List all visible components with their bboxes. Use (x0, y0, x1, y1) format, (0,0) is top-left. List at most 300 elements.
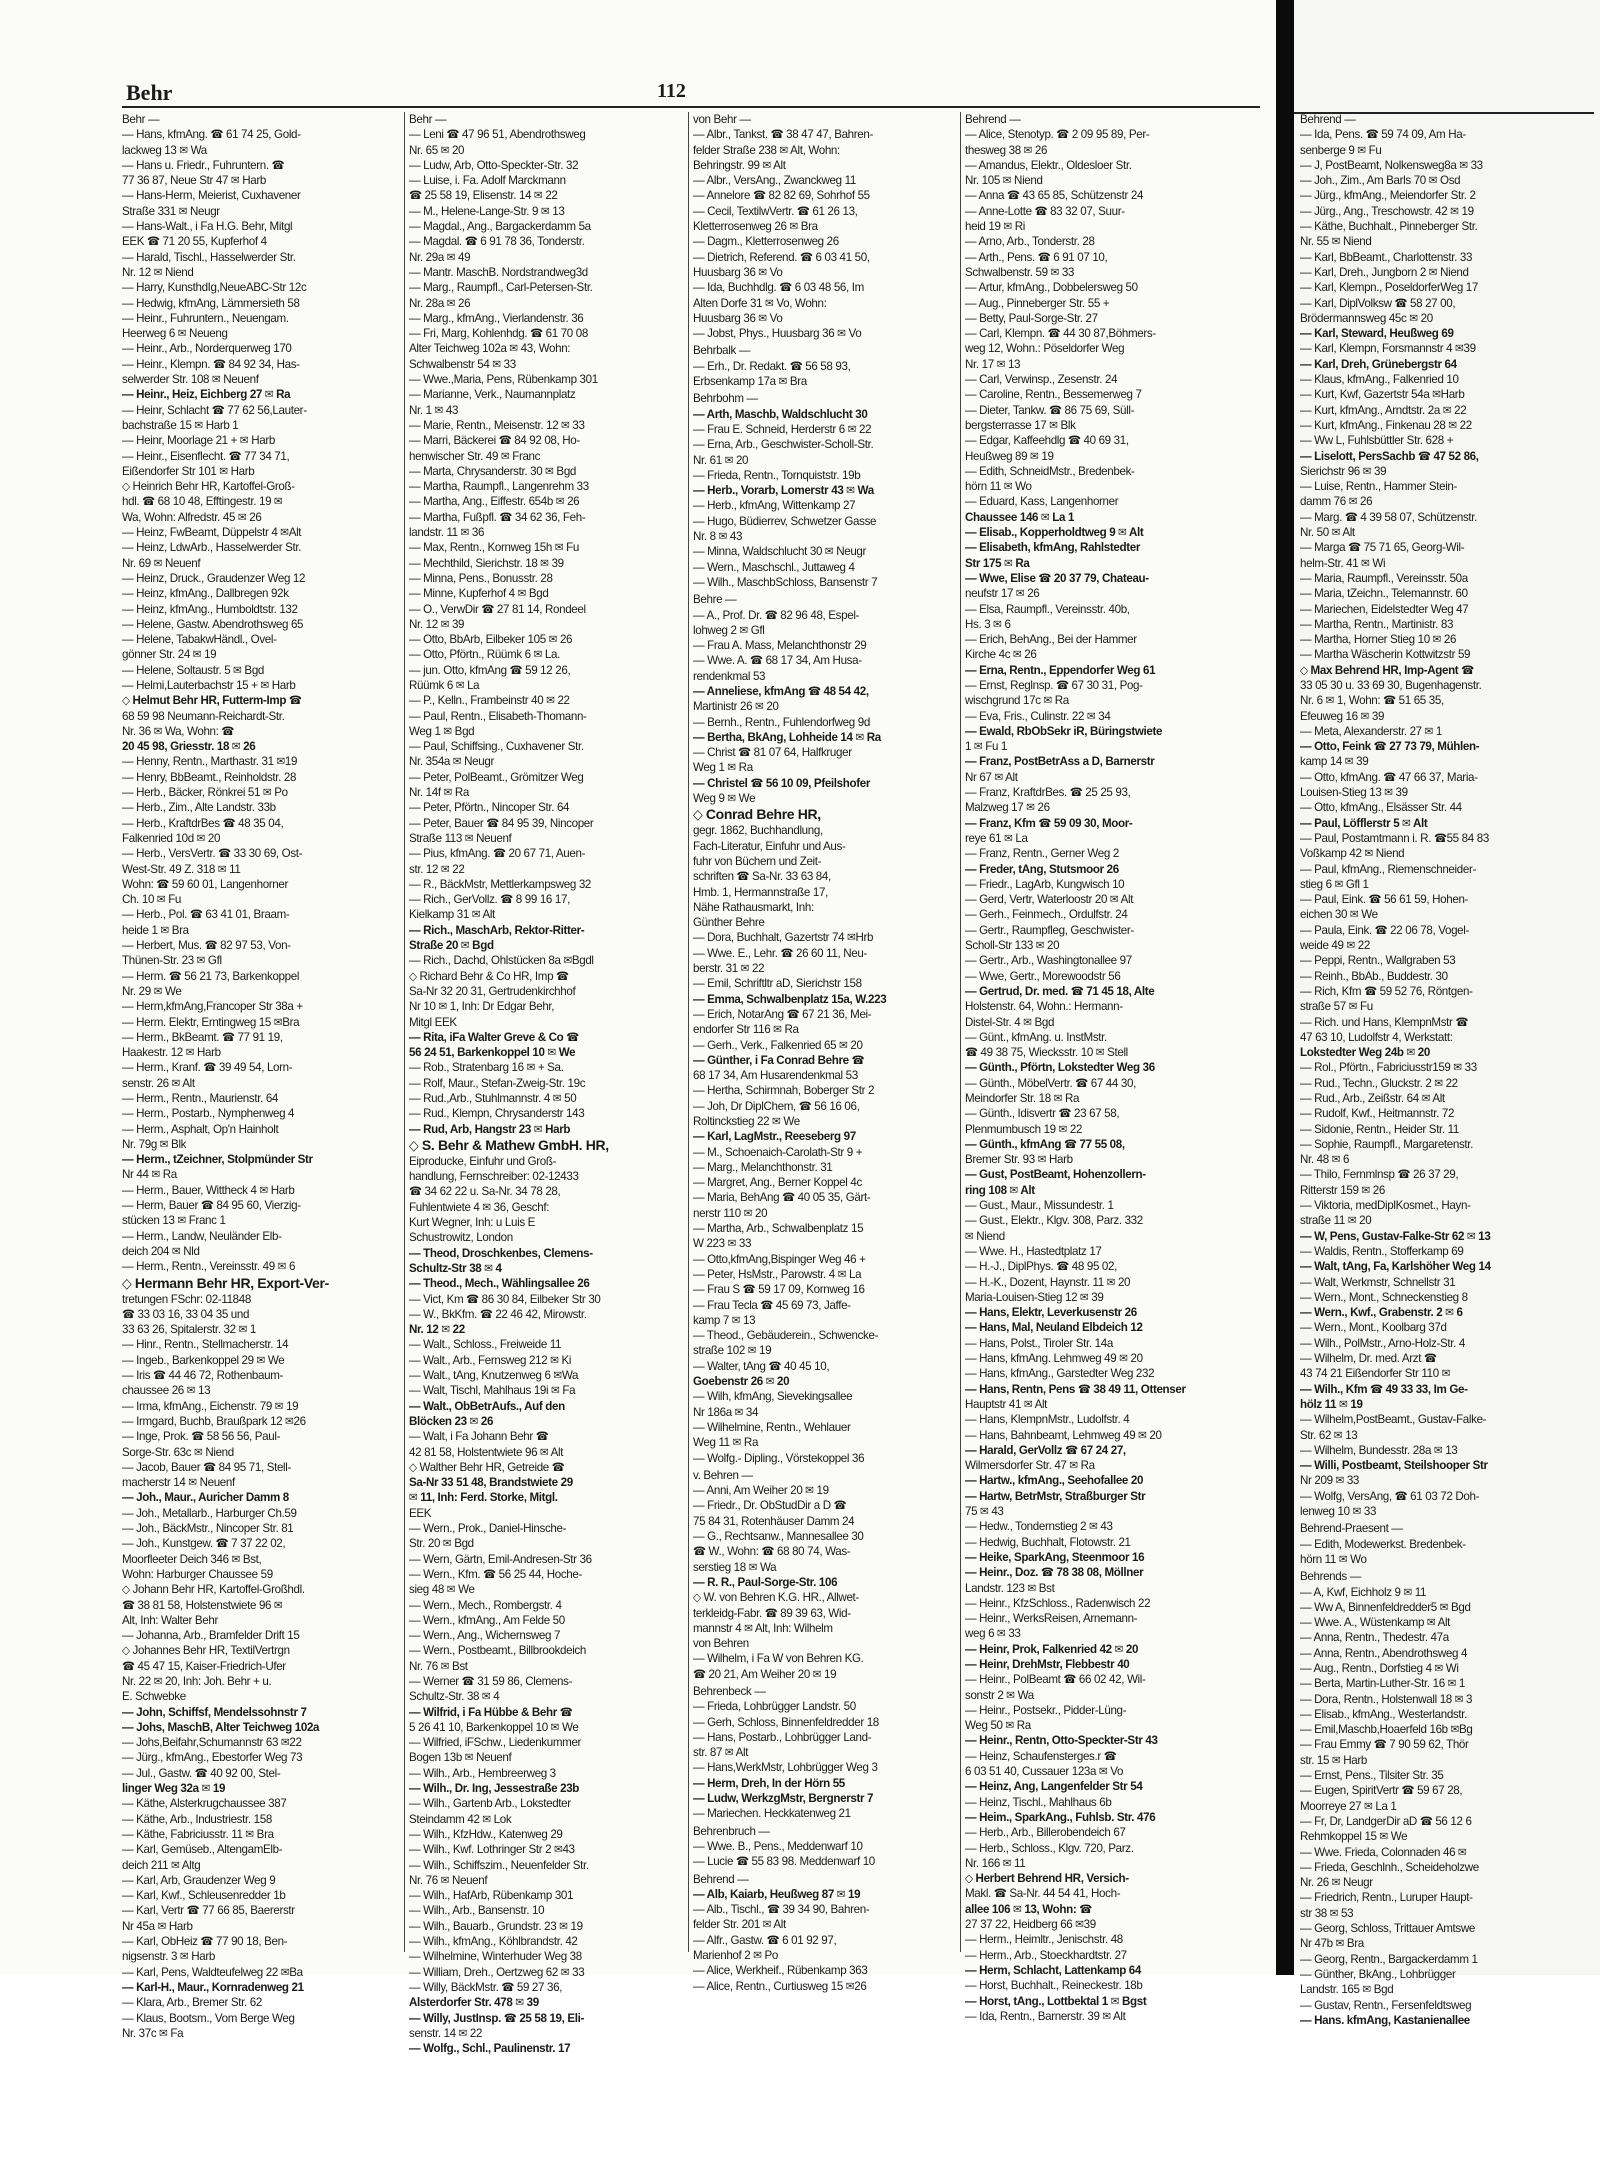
directory-entry: — Hans, Mal, Neuland Elbdeich 12 (965, 1321, 1143, 1335)
directory-entry: — Joh., Metallarb., Harburger Ch.59 (122, 1506, 297, 1520)
directory-entry: — Heinr, DrehMstr, Flebbestr 40 (965, 1657, 1130, 1671)
directory-entry: Nr. 26 ✉ Neugr (1300, 1876, 1373, 1890)
directory-entry: Efeuweg 16 ✉ 39 (1300, 709, 1385, 723)
directory-entry: tretungen FSchr: 02-11848 (122, 1292, 251, 1306)
directory-entry: Nr 186a ✉ 34 (693, 1405, 759, 1419)
directory-entry: — Wilh., Arb., Hembreerweg 3 (409, 1766, 556, 1780)
directory-entry: — Georg, Schloss, Trittauer Amtswe (1300, 1922, 1475, 1936)
directory-entry: — Theod, Droschkenbes, Clemens- (409, 1246, 593, 1260)
directory-entry: 75 84 31, Rotenhäuser Damm 24 (693, 1514, 855, 1528)
directory-entry: — Albr., Tankst. ☎ 38 47 47, Bahren- (693, 128, 873, 142)
directory-entry: Nr. 22 ✉ 20, Inh: Joh. Behr + u. (122, 1674, 272, 1688)
directory-entry: fuhr von Büchern und Zeit- (693, 854, 822, 868)
directory-entry: Straße 20 ✉ Bgd (409, 939, 494, 953)
directory-entry: str. 15 ✉ Harb (1300, 1753, 1367, 1767)
directory-entry: — Wern., Kwf., Grabenstr. 2 ✉ 6 (1300, 1306, 1463, 1320)
directory-entry: sieg 48 ✉ We (409, 1583, 475, 1597)
directory-entry: — Ida, Pens. ☎ 59 74 09, Am Ha- (1300, 128, 1466, 142)
directory-entry: — A, Kwf, Eichholz 9 ✉ 11 (1300, 1585, 1427, 1599)
directory-entry: Schultz-Str. 38 ✉ 4 (409, 1690, 500, 1704)
directory-entry: — M., Schoenaich-Carolath-Str 9 + (693, 1145, 863, 1159)
directory-entry: ◇ Richard Behr & Co HR, Imp ☎ (409, 969, 569, 983)
directory-entry: — Hans, kfmAng. Lehmweg 49 ✉ 20 (965, 1352, 1143, 1366)
directory-entry: — Hertha, Schirmnah, Boberger Str 2 (693, 1084, 875, 1098)
directory-entry: — Wern., Mont., Schneckenstieg 8 (1300, 1290, 1468, 1304)
directory-entry: Kletterrosenweg 26 ✉ Bra (693, 220, 818, 234)
directory-entry: endorfer Str 116 ✉ Ra (693, 1023, 799, 1037)
directory-entry: — Käthe, Fabriciusstr. 11 ✉ Bra (122, 1827, 274, 1841)
directory-entry: — Gertr., Arb., Washingtonallee 97 (965, 954, 1132, 968)
directory-entry: — Wwe. B., Pens., Meddenwarf 10 (693, 1839, 863, 1853)
directory-entry: — Heinr, Schlacht ☎ 77 62 56,Lauter- (122, 403, 307, 417)
running-head-keyword: Behr (126, 80, 173, 105)
directory-entry: — Wwe. Frieda, Colonnaden 46 ✉ (1300, 1845, 1467, 1859)
directory-entry: — Heinr., Arb., Norderquerweg 170 (122, 342, 292, 356)
directory-entry: — Luise, Rentn., Hammer Stein- (1300, 480, 1458, 494)
section-heading: Behrbohm — (693, 392, 758, 406)
directory-entry: Rüümk 6 ✉ La (409, 678, 480, 692)
directory-entry: macherstr 14 ✉ Neuenf (122, 1476, 235, 1490)
directory-entry: — Günth., Pförtn, Lokstedter Weg 36 (965, 1061, 1155, 1075)
directory-entry: — Waldis, Rentn., Stofferkamp 69 (1300, 1244, 1464, 1258)
directory-entry: — Heinr., PolBeamt ☎ 66 02 42, Wil- (965, 1673, 1146, 1687)
directory-entry: — Herm., Postarb., Nymphenweg 4 (122, 1107, 295, 1121)
directory-entry: — Arth., Pens. ☎ 6 91 07 10, (965, 250, 1108, 264)
directory-entry: Nr 67 ✉ Alt (965, 770, 1018, 784)
directory-entry: — Marie, Rentn., Meisenstr. 12 ✉ 33 (409, 418, 585, 432)
directory-entry: — Aug., Pinneberger Str. 55 + (965, 296, 1110, 310)
directory-entry: — Albr., VersAng., Zwanckweg 11 (693, 174, 856, 188)
directory-entry: Plenmumbusch 19 ✉ 22 (965, 1122, 1083, 1136)
directory-entry: Nr. 12 ✉ Niend (122, 265, 194, 279)
section-heading: v. Behren — (693, 1468, 753, 1482)
directory-entry: Nr. 69 ✉ Neuenf (122, 556, 201, 570)
directory-entry: Hauptstr 41 ✉ Alt (965, 1397, 1048, 1411)
directory-entry: — Rich., GerVollz. ☎ 8 99 16 17, (409, 893, 570, 907)
directory-entry: — Ernst, Pens., Tilsiter Str. 35 (1300, 1769, 1444, 1783)
directory-entry: — Alice, Stenotyp. ☎ 2 09 95 89, Per- (965, 128, 1150, 142)
directory-entry: — Paul, Rentn., Elisabeth-Thomann- (409, 709, 587, 723)
directory-entry: Günther Behre (693, 916, 765, 930)
directory-entry: — Wilh., HafArb, Rübenkamp 301 (409, 1889, 574, 1903)
directory-entry: Nr. 37c ✉ Fa (122, 2026, 184, 2040)
directory-entry: — Paul, Schiffsing., Cuxhavener Str. (409, 740, 584, 754)
directory-entry: Roltinckstieg 22 ✉ We (693, 1115, 800, 1128)
directory-entry: Kielkamp 31 ✉ Alt (409, 908, 495, 922)
directory-entry: allee 106 ✉ 13, Wohn: ☎ (965, 1902, 1092, 1916)
directory-entry: — Joh., Zim., Am Barls 70 ✉ Osd (1300, 174, 1461, 188)
directory-entry: — Frau S ☎ 59 17 09, Kornweg 16 (693, 1283, 865, 1297)
directory-entry: — Annelore ☎ 82 82 69, Sohrhof 55 (693, 189, 870, 203)
directory-entry: — Emma, Schwalbenplatz 15a, W.223 (693, 992, 887, 1006)
directory-entry: 43 74 21 Eißendorfer Str 110 ✉ (1300, 1367, 1451, 1381)
directory-entry: — Frieda, Geschlnh., Scheideholzwe (1300, 1860, 1479, 1874)
directory-entry: serstieg 18 ✉ Wa (693, 1560, 777, 1574)
directory-entry: mannstr 4 ✉ Alt, Inh: Wilhelm (693, 1621, 833, 1635)
directory-entry: Nr. 48 ✉ 6 (1300, 1153, 1350, 1167)
directory-entry: — Alice, Rentn., Curtiusweg 15 ✉26 (693, 1979, 867, 1993)
directory-entry: — Günt., kfmAng. u. InstMstr. (965, 1030, 1107, 1044)
directory-entry: — Hans, Postarb., Lohbrügger Land- (693, 1730, 872, 1744)
directory-entry: — P., Kelln., Frambeinstr 40 ✉ 22 (409, 694, 570, 708)
directory-entry: henwischer Str. 49 ✉ Franc (409, 449, 541, 463)
directory-entry: — O., VerwDir ☎ 27 81 14, Rondeel (409, 602, 586, 616)
directory-entry: — Heinr., Eisenflecht. ☎ 77 34 71, (122, 449, 290, 463)
directory-entry: felder Str. 201 ✉ Alt (693, 1918, 786, 1932)
directory-entry: — Herm., Heimltr., Jenischstr. 48 (965, 1933, 1123, 1947)
directory-entry: Alter Teichweg 102a ✉ 43, Wohn: (409, 342, 571, 356)
directory-entry: lenweg 10 ✉ 33 (1300, 1505, 1377, 1519)
directory-entry: — Martha, Arb., Schwalbenplatz 15 (693, 1222, 864, 1236)
directory-entry: — Käthe, Arb., Industriestr. 158 (122, 1812, 272, 1826)
directory-entry: helm-Str. 41 ✉ Wi (1300, 556, 1386, 570)
directory-entry: straße 57 ✉ Fu (1300, 1000, 1373, 1014)
directory-entry: — Joh., BäckMstr., Nincoper Str. 81 (122, 1522, 294, 1536)
directory-entry: 75 ✉ 43 (965, 1505, 1004, 1519)
directory-entry: — Paul, Postamtmann i. R. ☎55 84 83 (1300, 831, 1489, 845)
directory-entry: — Herb., VersVertr. ☎ 33 30 69, Ost- (122, 847, 303, 861)
directory-entry: EEK ☎ 71 20 55, Kupferhof 4 (122, 235, 267, 249)
directory-entry: — Hans-Herm, Meierist, Cuxhavener (122, 189, 301, 203)
directory-entry: — Martha, Fußpfl. ☎ 34 62 36, Feh- (409, 510, 586, 524)
directory-entry: ☎ 34 62 22 u. Sa-Nr. 34 78 28, (409, 1185, 561, 1199)
directory-entry: — Rolf, Maur., Stefan-Zweig-Str. 19c (409, 1076, 586, 1090)
directory-entry: — Martha, Ang., Eiffestr. 654b ✉ 26 (409, 495, 580, 509)
directory-entry: — Caroline, Rentn., Bessemerweg 7 (965, 388, 1142, 402)
directory-entry: — Helmi,Lauterbachstr 15 + ✉ Harb (122, 678, 296, 692)
directory-entry: — Alfr., Gastw. ☎ 6 01 92 97, (693, 1933, 837, 1947)
directory-entry: schriften ☎ Sa-Nr. 33 63 84, (693, 870, 831, 884)
directory-entry: Str 175 ✉ Ra (965, 556, 1030, 570)
directory-entry: — Heinz, LdwArb., Hasselwerder Str. (122, 541, 302, 555)
directory-entry: — Marg., Melanchthonstr. 31 (693, 1160, 833, 1174)
directory-entry: straße 102 ✉ 19 (693, 1344, 772, 1358)
directory-entry: lohweg 2 ✉ Gfl (693, 623, 765, 637)
directory-entry: Steindamm 42 ✉ Lok (409, 1812, 512, 1826)
directory-entry: — Jobst, Phys., Huusbarg 36 ✉ Vo (693, 327, 862, 341)
directory-entry: Nr. 29a ✉ 49 (409, 250, 471, 264)
directory-entry: — Wilh., Arb., Bansenstr. 10 (409, 1904, 545, 1918)
directory-entry: — Karl, BbBeamt., Charlottenstr. 33 (1300, 250, 1473, 264)
directory-entry: deich 204 ✉ Nld (122, 1244, 200, 1258)
directory-entry: — John, Schiffsf, Mendelssohnstr 7 (122, 1705, 307, 1719)
directory-entry: Ch. 10 ✉ Fu (122, 893, 182, 907)
directory-entry: Voßkamp 42 ✉ Niend (1300, 847, 1405, 861)
directory-entry: — Dietrich, Referend. ☎ 6 03 41 50, (693, 250, 870, 264)
directory-entry: — Helene, Soltaustr. 5 ✉ Bgd (122, 663, 265, 677)
directory-entry: — Paul, Löfflerstr 5 ✉ Alt (1300, 816, 1428, 830)
directory-entry: neufstr 17 ✉ 26 (965, 587, 1040, 601)
directory-entry: — Kurt, Kwf, Gazertstr 54a ✉Harb (1300, 388, 1465, 402)
directory-entry: — Martha Wäscherin Kottwitzstr 59 (1300, 648, 1471, 662)
directory-entry: — Günther, i Fa Conrad Behre ☎ (693, 1053, 865, 1067)
directory-entry: Nr 44 ✉ Ra (122, 1168, 177, 1182)
directory-entry: — Christ ☎ 81 07 64, Halfkruger (693, 746, 852, 760)
directory-entry: — Minne, Kupferhof 4 ✉ Bgd (409, 587, 549, 601)
directory-entry: — Walter, tAng ☎ 40 45 10, (693, 1359, 830, 1373)
directory-entry: Maria-Louisen-Stieg 12 ✉ 39 (965, 1290, 1104, 1304)
directory-entry: nigsenstr. 3 ✉ Harb (122, 1950, 215, 1964)
directory-entry: rendenkmal 53 (693, 669, 766, 683)
directory-entry: — Heinr, Moorlage 21 + ✉ Harb (122, 434, 275, 448)
directory-entry: — Wilhelmine, Rentn., Wehlauer (693, 1420, 851, 1434)
directory-entry: Nr. 29 ✉ We (122, 984, 182, 998)
directory-entry: — Wern., Postbeamt., Billbrookdeich (409, 1644, 586, 1658)
directory-entry: — Irmgard, Buchb, Braußpark 12 ✉26 (122, 1414, 306, 1428)
directory-entry: — Käthe, Buchhalt., Pinneberger Str. (1300, 220, 1478, 234)
section-heading: Behrend-Praesent — (1300, 1522, 1403, 1536)
directory-entry: Nr. 354a ✉ Neugr (409, 755, 494, 769)
directory-entry: — Wilh., Bauarb., Grundstr. 23 ✉ 19 (409, 1919, 583, 1933)
directory-entry: — Betty, Paul-Sorge-Str. 27 (965, 311, 1098, 325)
directory-entry: — Friedr., Dr. ObStudDir a D ☎ (693, 1499, 847, 1513)
directory-entry: — Heinz, kfmAng., Dallbregen 92k (122, 587, 289, 601)
directory-entry: — Helene, TabakwHändl., Ovel- (122, 633, 277, 647)
directory-entry: stieg 6 ✉ Gfl 1 (1300, 877, 1369, 891)
directory-entry: — Gustav, Rentn., Fersenfeldtsweg (1300, 1998, 1472, 2012)
directory-entry: Alt, Inh: Walter Behr (122, 1613, 218, 1627)
directory-entry: — Heinr., WerksReisen, Arnemann- (965, 1612, 1138, 1626)
directory-entry: — Wilh., Dr. Ing, Jessestraße 23b (409, 1782, 580, 1796)
directory-entry: Brödermannsweg 45c ✉ 20 (1300, 311, 1433, 325)
directory-entry: — Peter, Pförtn., Nincoper Str. 64 (409, 801, 570, 815)
directory-entry: wischgrund 17c ✉ Ra (965, 694, 1069, 708)
directory-entry: Nr 10 ✉ 1, Inh: Dr Edgar Behr, (409, 1000, 555, 1014)
directory-entry: — Heinr, Prok, Falkenried 42 ✉ 20 (965, 1642, 1139, 1656)
directory-entry: ☎ W., Wohn: ☎ 68 80 74, Was- (693, 1545, 851, 1559)
directory-entry: — Iris ☎ 44 46 72, Rothenbaum- (122, 1369, 284, 1383)
directory-entry: — Horst, tAng., Lottbektal 1 ✉ Bgst (965, 1994, 1147, 2008)
directory-column-1 (122, 112, 400, 2040)
directory-entry: — Frau E. Schneid, Herderstr 6 ✉ 22 (693, 422, 872, 436)
directory-entry: landstr. 11 ✉ 36 (409, 526, 485, 540)
directory-entry: — Karl, Steward, Heußweg 69 (1300, 327, 1454, 341)
directory-entry: Falkenried 10d ✉ 20 (122, 831, 221, 845)
directory-entry: — Joh, Dr DiplChem, ☎ 56 16 06, (693, 1099, 860, 1113)
directory-entry: — Otto,kfmAng,Bispinger Weg 46 + (693, 1252, 866, 1266)
directory-entry: — Heike, SparkAng, Steenmoor 16 (965, 1550, 1145, 1564)
directory-entry: — Wern., Prok., Daniel-Hinsche- (409, 1522, 567, 1536)
directory-entry: — Max, Rentn., Kornweg 15h ✉ Fu (409, 541, 579, 555)
directory-entry: — Eugen, SpiritVertr ☎ 59 67 28, (1300, 1784, 1463, 1798)
directory-entry: — Wilh., Kwf. Lothringer Str 2 ✉43 (409, 1843, 575, 1857)
directory-entry: Nr. 76 ✉ Neuenf (409, 1873, 488, 1887)
directory-entry: — Hans, kfmAng., Garstedter Weg 232 (965, 1367, 1155, 1381)
directory-entry: — Wwe, Elise ☎ 20 37 79, Chateau- (965, 571, 1149, 585)
directory-entry: — Maria, tZeichn., Telemannstr. 60 (1300, 587, 1468, 601)
directory-entry: — Rich., MaschArb, Rektor-Ritter- (409, 923, 585, 937)
directory-entry: Huusbarg 36 ✉ Vo (693, 311, 783, 325)
directory-entry: — Günth., Idisvertr ☎ 23 67 58, (965, 1107, 1120, 1121)
directory-entry: nerstr 110 ✉ 20 (693, 1206, 768, 1220)
directory-entry: — Wilfrid, i Fa Hübbe & Behr ☎ (409, 1705, 573, 1719)
directory-entry: — Wilh., Schiffszim., Neuenfelder Str. (409, 1858, 589, 1872)
directory-entry: — Rudolf, Kwf., Heitmannstr. 72 (1300, 1107, 1455, 1121)
directory-entry: Fuhlentwiete 4 ✉ 36, Geschf: (409, 1200, 550, 1214)
directory-entry: Nr. 12 ✉ 39 (409, 617, 465, 631)
directory-entry: — Gerh, Schloss, Binnenfeldredder 18 (693, 1715, 879, 1729)
directory-entry: — Herb., Pol. ☎ 63 41 01, Braam- (122, 908, 290, 922)
directory-entry: — Rud.,Arb., Stuhlmannstr. 4 ✉ 50 (409, 1092, 577, 1105)
directory-entry: — Herm., Bauer, Wittheck 4 ✉ Harb (122, 1183, 295, 1197)
directory-entry: linger Weg 32a ✉ 19 (122, 1782, 226, 1796)
directory-entry: ☎ 49 38 75, Wiecksstr. 10 ✉ Stell (965, 1046, 1128, 1060)
directory-entry: — Heinz, kfmAng., Humboldtstr. 132 (122, 602, 298, 616)
directory-entry: — Frieda, Lohbrügger Landstr. 50 (693, 1700, 856, 1714)
directory-entry: ◇ Johann Behr HR, Kartoffel-Großhdl. (122, 1583, 305, 1597)
directory-entry: — Hedwig, kfmAng, Lämmersieth 58 (122, 296, 300, 310)
directory-entry: — Willi, Postbeamt, Steilshooper Str (1300, 1459, 1488, 1473)
directory-entry: — Karl-H., Maur., Kornradenweg 21 (122, 1980, 304, 1994)
directory-entry: Wilmersdorfer Str. 47 ✉ Ra (965, 1459, 1095, 1473)
directory-entry: — Alb, Kaiarb, Heußweg 87 ✉ 19 (693, 1887, 861, 1901)
directory-entry: — Willy, JustInsp. ☎ 25 58 19, Eli- (409, 2011, 585, 2025)
directory-entry: — Viktoria, medDiplKosmet., Hayn- (1300, 1199, 1471, 1213)
directory-entry: — Aug., Rentn., Dorfstieg 4 ✉ Wi (1300, 1661, 1459, 1675)
directory-entry: — Ludw, Arb, Otto-Speckter-Str. 32 (409, 158, 579, 172)
directory-entry: — Joh., Maur., Auricher Damm 8 (122, 1491, 289, 1505)
directory-entry: ◇ Conrad Behre HR, (693, 806, 821, 823)
directory-column-2 (404, 112, 689, 2056)
directory-entry: — Paul, kfmAng., Riemenschneider- (1300, 862, 1476, 876)
directory-entry: — Hans, Elektr, Leverkusenstr 26 (965, 1306, 1137, 1320)
directory-entry: Alsterdorfer Str. 478 ✉ 39 (409, 1996, 539, 2010)
directory-entry: — Karl, Dreh., Jungborn 2 ✉ Niend (1300, 265, 1469, 279)
directory-entry: — Herm., tZeichner, Stolpmünder Str (122, 1153, 313, 1167)
directory-entry: — Herb., Zim., Alte Landstr. 33b (122, 801, 276, 815)
directory-entry: — Wolfg, VersAng, ☎ 61 03 72 Doh- (1300, 1489, 1480, 1503)
directory-entry: — Rich, Kfm ☎ 59 52 76, Röntgen- (1300, 984, 1473, 998)
directory-entry: Alten Dorfe 31 ✉ Vo, Wohn: (693, 296, 827, 310)
directory-entry: — Ingeb., Barkenkoppel 29 ✉ We (122, 1353, 285, 1367)
directory-entry: 42 81 58, Holstentwiete 96 ✉ Alt (409, 1445, 564, 1459)
directory-entry: — Walt., tAng, Knutzenweg 6 ✉Wa (409, 1369, 579, 1383)
directory-entry: Nr. 50 ✉ Alt (1300, 526, 1355, 540)
directory-entry: — Otto, BbArb, Eilbeker 105 ✉ 26 (409, 633, 573, 647)
directory-entry: — Walt, Tischl, Mahlhaus 19i ✉ Fa (409, 1384, 576, 1398)
directory-entry: Sa-Nr 33 51 48, Brandstwiete 29 (409, 1476, 573, 1490)
directory-entry: — Maria, BehAng ☎ 40 05 35, Gärt- (693, 1191, 871, 1205)
directory-entry: — Walt., Arb., Fernsweg 212 ✉ Ki (409, 1353, 572, 1367)
directory-entry: — Karl, Pens, Waldteufelweg 22 ✉Ba (122, 1965, 303, 1979)
directory-entry: — Hans-Walt., i Fa H.G. Behr, Mitgl (122, 220, 293, 234)
directory-entry: Nr 47b ✉ Bra (1300, 1937, 1364, 1951)
directory-entry: — Fr, Dr, LandgerDir aD ☎ 56 12 6 (1300, 1814, 1472, 1828)
directory-entry: — Walt, tAng, Fa, Karlshöher Weg 14 (1300, 1260, 1491, 1274)
directory-entry: Nähe Rathausmarkt, Inh: (693, 900, 814, 914)
directory-entry: — Wern., Kfm. ☎ 56 25 44, Hoche- (409, 1567, 582, 1581)
directory-entry: — Herbert, Mus. ☎ 82 97 53, Von- (122, 939, 291, 953)
directory-entry: — Magdal. ☎ 6 91 78 36, Tonderstr. (409, 235, 585, 249)
directory-entry: — Georg, Rentn., Bargackerdamm 1 (1300, 1952, 1478, 1966)
directory-entry: — Johs, MaschB, Alter Teichweg 102a (122, 1720, 320, 1734)
directory-entry: — Edgar, Kaffeehdlg ☎ 40 69 31, (965, 434, 1129, 448)
directory-entry: — Jürg., Ang., Treschowstr. 42 ✉ 19 (1300, 204, 1474, 218)
directory-entry: — Emil, Schriftltr aD, Sierichstr 158 (693, 977, 862, 991)
directory-entry: — Rol., Pförtn., Fabriciusstr159 ✉ 33 (1300, 1061, 1477, 1075)
directory-entry: 6 03 51 40, Cussauer 123a ✉ Vo (965, 1765, 1124, 1779)
directory-entry: — Ernst, Reglnsp. ☎ 67 30 31, Pog- (965, 678, 1143, 692)
directory-entry: — Karl, Klempn, Forsmannstr 4 ✉39 (1300, 342, 1476, 356)
directory-entry: — Arno, Arb., Tonderstr. 28 (965, 235, 1095, 249)
directory-entry: — Heinr., Doz. ☎ 78 38 08, Möllner (965, 1566, 1144, 1580)
directory-entry: — Frau Emmy ☎ 7 90 59 62, Thör (1300, 1738, 1469, 1752)
directory-entry: — Lucie ☎ 55 83 98. Meddenwarf 10 (693, 1855, 875, 1869)
page-number: 112 (657, 80, 686, 102)
directory-entry: — Jacob, Bauer ☎ 84 95 71, Stell- (122, 1460, 292, 1474)
directory-entry: — Peter, Bauer ☎ 84 95 39, Nincoper (409, 816, 594, 830)
directory-entry: — Bertha, BkAng, Lohheide 14 ✉ Ra (693, 730, 881, 744)
directory-entry: Wohn: Harburger Chaussee 59 (122, 1567, 273, 1581)
directory-entry: — Kurt, kfmAng., Arndtstr. 2a ✉ 22 (1300, 403, 1467, 417)
directory-entry: — Herm, Bauer ☎ 84 95 60, Vierzig- (122, 1199, 301, 1213)
directory-entry: Marienhof 2 ✉ Po (693, 1949, 778, 1963)
directory-entry: — Wilhelm, Dr. med. Arzt ☎ (1300, 1352, 1437, 1366)
directory-entry: 47 63 10, Ludolfstr 4, Werkstatt: (1300, 1030, 1453, 1044)
directory-entry: ☎ 25 58 19, Elisenstr. 14 ✉ 22 (409, 189, 558, 203)
directory-entry: Kirche 4c ✉ 26 (965, 648, 1037, 662)
directory-entry: Behr — (122, 113, 160, 126)
directory-entry: von Behr — (693, 113, 751, 126)
directory-entry: berstr. 31 ✉ 22 (693, 962, 765, 976)
directory-entry: — Wilhelm, Bundesstr. 28a ✉ 13 (1300, 1443, 1458, 1457)
directory-entry: Schwalbenstr 54 ✉ 33 (409, 357, 516, 371)
directory-entry: Str. 62 ✉ 13 (1300, 1428, 1358, 1442)
directory-entry: — Rud., Klempn, Chrysanderstr 143 (409, 1107, 585, 1121)
directory-entry: — J, PostBeamt, Nolkensweg8a ✉ 33 (1300, 158, 1483, 172)
directory-entry: — Herb., Bäcker, Rönkrei 51 ✉ Po (122, 786, 288, 800)
directory-entry: — Johs,Beifahr,Schumannstr 63 ✉22 (122, 1736, 302, 1750)
directory-entry: — Peppi, Rentn., Wallgraben 53 (1300, 954, 1456, 968)
directory-entry: — Martha, Horner Stieg 10 ✉ 26 (1300, 633, 1457, 647)
directory-entry: ☎ 38 81 58, Holstenstwiete 96 ✉ (122, 1598, 283, 1612)
directory-entry: Landstr. 165 ✉ Bgd (1300, 1983, 1394, 1997)
directory-entry: — Ww A, Binnenfeldredder5 ✉ Bgd (1300, 1600, 1471, 1614)
directory-entry: — Elsa, Raumpfl., Vereinsstr. 40b, (965, 602, 1130, 616)
directory-entry: gegr. 1862, Buchhandlung, (693, 824, 823, 838)
directory-entry: — Heinr., Klempn. ☎ 84 92 34, Has- (122, 357, 300, 371)
directory-entry: — Paul, Eink. ☎ 56 61 59, Hohen- (1300, 893, 1469, 907)
directory-entry: — Wilhelm,PostBeamt., Gustav-Falke- (1300, 1413, 1487, 1427)
directory-entry: — Käthe, Alsterkrugchaussee 387 (122, 1797, 287, 1811)
directory-entry: — Wern., kfmAng., Am Felde 50 (409, 1613, 565, 1627)
directory-entry: — Freder, tAng, Stutsmoor 26 (965, 862, 1119, 876)
directory-entry: Blöcken 23 ✉ 26 (409, 1414, 494, 1428)
directory-entry: — Gust., Elektr., Klgv. 308, Parz. 332 (965, 1214, 1143, 1228)
directory-entry: — Eduard, Kass, Langenhorner (965, 495, 1119, 509)
directory-entry: von Behren (693, 1637, 749, 1651)
directory-entry: Weg 50 ✉ Ra (965, 1719, 1031, 1733)
directory-entry: — Ida, Rentn., Barnerstr. 39 ✉ Alt (965, 2009, 1126, 2023)
page-header (122, 80, 1260, 108)
directory-entry: — Wilh, kfmAng, Sievekingsallee (693, 1390, 853, 1404)
directory-entry: Kurt Wegner, Inh: u Luis E (409, 1216, 536, 1230)
directory-entry: Bogen 13b ✉ Neuenf (409, 1751, 512, 1765)
directory-entry: — Heim., SparkAng., Fuhlsb. Str. 476 (965, 1810, 1156, 1824)
directory-entry: Straße 331 ✉ Neugr (122, 204, 220, 218)
directory-entry: — Karl, Klempn., PoseldorferWeg 17 (1300, 281, 1478, 295)
directory-entry: stücken 13 ✉ Franc 1 (122, 1214, 226, 1228)
directory-entry: — Minna, Waldschlucht 30 ✉ Neugr (693, 545, 867, 559)
directory-entry: — Sidonie, Rentn., Heider Str. 11 (1300, 1122, 1460, 1136)
directory-entry: felder Straße 238 ✉ Alt, Wohn: (693, 143, 840, 157)
directory-entry: chaussee 26 ✉ 13 (122, 1384, 211, 1398)
directory-entry: hörn 11 ✉ Wo (965, 480, 1032, 494)
directory-entry: — Rud, Arb, Hangstr 23 ✉ Harb (409, 1122, 571, 1136)
directory-entry: Weg 1 ✉ Bgd (409, 724, 475, 738)
directory-entry: terkleidg-Fabr. ☎ 89 39 63, Wid- (693, 1606, 851, 1620)
directory-entry: — Johanna, Arb., Bramfelder Drift 15 (122, 1629, 300, 1643)
